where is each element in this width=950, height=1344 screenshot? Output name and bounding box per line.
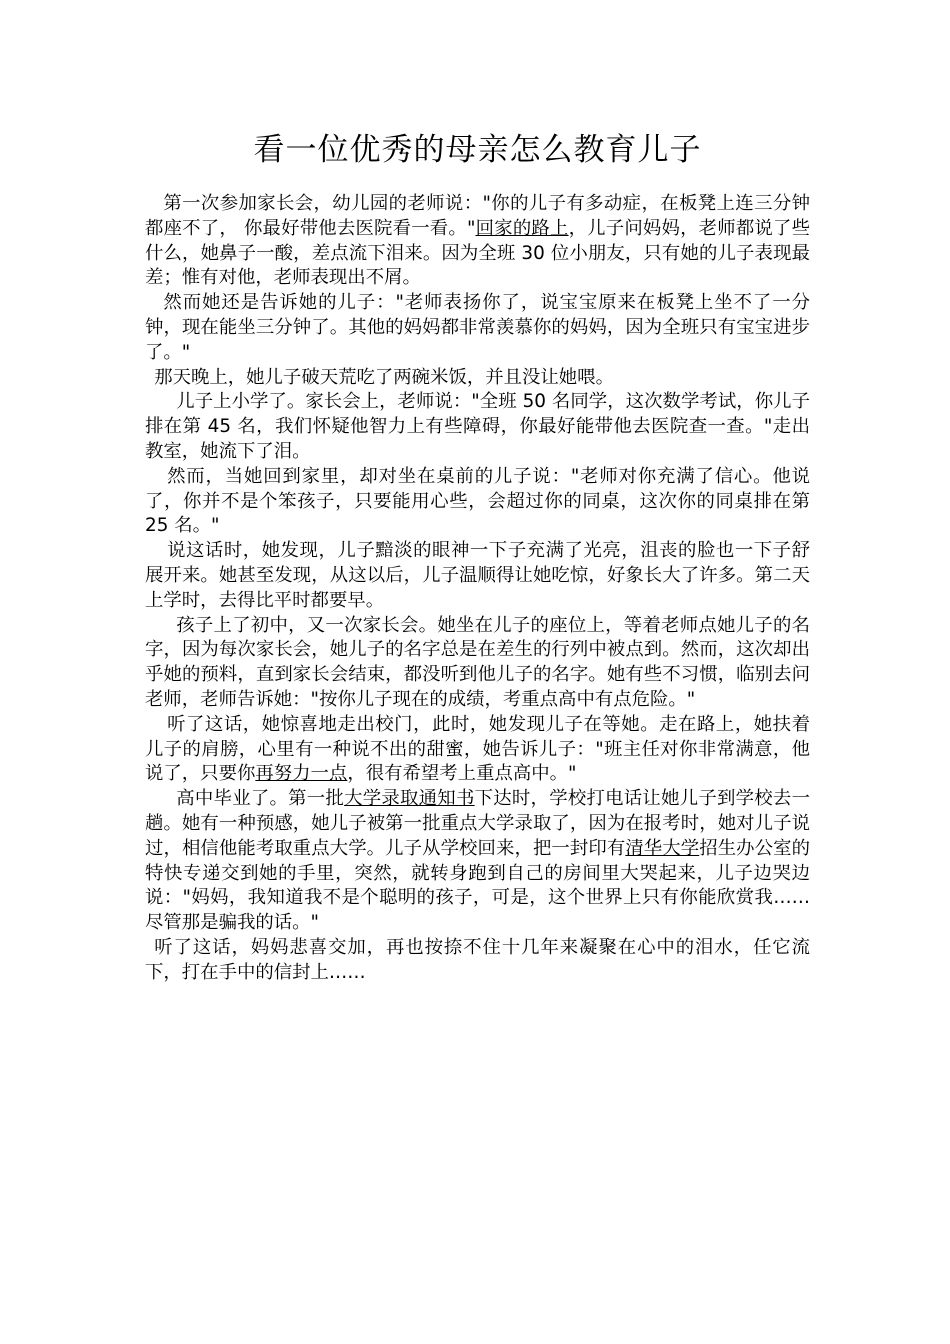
paragraph [145, 366, 810, 391]
paragraph-text: 第一次参加家长会，幼儿园的老师说："你的儿子有多动症，在板凳上连三分钟都座不了， 你最好带他去医院看一看。" [145, 193, 810, 239]
paragraph [145, 614, 810, 713]
underlined-phrase: 回家的路上 [475, 217, 569, 239]
paragraph [145, 936, 810, 986]
paragraph-text: 孩子上了初中，又一次家长会。她坐在儿子的座位上，等着老师点她儿子的名字，因为每次家长会，她儿子的名字总是在差生的行列中被点到。然而，这次却出乎她的预料，直到家长会结束，都没听到他儿子的名字。她有些不习惯，临别去问老师，老师告诉她："按你儿子现在的成绩，考重点高中有点危险。" [145, 614, 810, 710]
paragraph-text: ，很有希望考上重点高中。" [347, 763, 577, 785]
document-page [145, 128, 810, 986]
document-title: 看一位优秀的母亲怎么教育儿子 [253, 132, 702, 168]
paragraph-text: 然而，当她回到家里，却对坐在桌前的儿子说："老师对你充满了信心。他说了，你并不是个笨孩子，只要能用心些，会超过你的同桌，这次你的同桌排在第 25 名。" [145, 465, 810, 537]
paragraph-text: 高中毕业了。第一批 [176, 788, 345, 810]
underlined-phrase: 清华大学 [625, 837, 700, 859]
paragraph [145, 787, 810, 936]
underlined-phrase: 再努力一点 [255, 763, 348, 785]
paragraph [145, 390, 810, 464]
paragraph-text: 听了这话，妈妈悲喜交加，再也按捺不住十几年来凝聚在心中的泪水，任它流下，打在手中的信封上…… [145, 936, 810, 983]
paragraph-text: 然而她还是告诉她的儿子："老师表扬你了，说宝宝原来在板凳上坐不了一分钟，现在能坐三分钟了。其他的妈妈都非常羡慕你的妈妈，因为全班只有宝宝进步了。" [145, 292, 810, 363]
paragraph [145, 465, 810, 539]
paragraph-text: 听了这话，她惊喜地走出校门，此时，她发现儿子在等她。走在路上，她扶着儿子的肩膀，心里有一种说不出的甜蜜，她告诉儿子："班主任对你非常满意，他说了，只要你 [145, 713, 810, 785]
underlined-phrase: 大学录取通知书 [344, 788, 475, 810]
paragraph-text: 招生办公室的特快专递交到她的手里，突然，就转身跑到自己的房间里大哭起来，儿子边哭边说："妈妈，我知道我不是个聪明的孩子，可是，这个世界上只有你能欣赏我……尽管那是骗我的话。" [145, 837, 810, 934]
paragraph [145, 291, 810, 365]
paragraph [145, 192, 810, 291]
paragraph-text: 说这话时，她发现，儿子黯淡的眼神一下子充满了光亮，沮丧的脸也一下子舒展开来。她甚至发现，从这以后，儿子温顺得让她吃惊，好象长大了许多。第二天上学时，去得比平时都要早。 [145, 540, 810, 611]
document-body [145, 192, 810, 986]
paragraph-text: ，儿子问妈妈，老师都说了些什么，她鼻子一酸，差点流下泪来。因为全班 30 位小朋友，只有她的儿子表现最差；惟有对他，老师表现出不屑。 [145, 217, 810, 289]
paragraph-text: 儿子上小学了。家长会上，老师说："全班 50 名同学，这次数学考试，你儿子排在第 45 名，我们怀疑他智力上有些障碍，你最好能带他去医院查一查。"走出教室，她流下了泪。 [145, 391, 810, 462]
paragraph-text: 下达时，学校打电话让她儿子到学校去一趟。她有一种预感，她儿子被第一批重点大学录取了，因为在报考时，她对儿子说过，相信他能考取重点大学。儿子从学校回来，把一封印有 [145, 788, 810, 859]
paragraph-text: 那天晚上，她儿子破天荒吃了两碗米饭，并且没让她喂。 [154, 366, 614, 388]
paragraph [145, 539, 810, 613]
paragraph [145, 713, 810, 787]
